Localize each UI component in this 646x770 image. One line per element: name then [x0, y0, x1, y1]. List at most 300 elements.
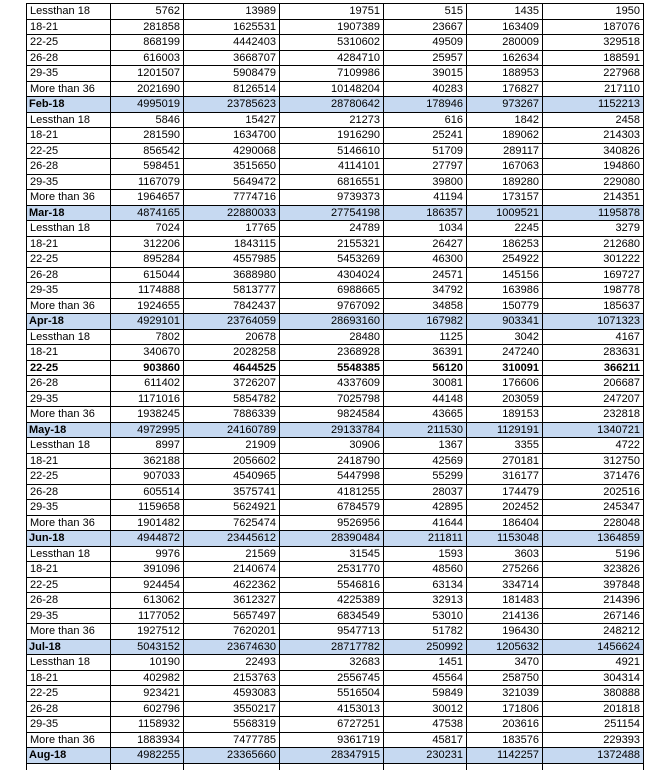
value-cell[interactable]: 615044 [111, 267, 184, 283]
value-cell[interactable]: 28480 [280, 329, 384, 345]
empty-cell[interactable] [184, 763, 280, 770]
value-cell[interactable]: 6834549 [280, 608, 384, 624]
value-cell[interactable]: 9976 [111, 546, 184, 562]
value-cell[interactable]: 43665 [384, 407, 467, 423]
empty-cell[interactable] [280, 763, 384, 770]
value-cell[interactable]: 4929101 [111, 314, 184, 330]
value-cell[interactable]: 21909 [184, 438, 280, 454]
value-cell[interactable]: 7477785 [184, 732, 280, 748]
row-label-cell[interactable]: 18-21 [27, 562, 111, 578]
value-cell[interactable]: 4972995 [111, 422, 184, 438]
value-cell[interactable]: 21569 [184, 546, 280, 562]
value-cell[interactable]: 186253 [467, 236, 543, 252]
value-cell[interactable]: 2368928 [280, 345, 384, 361]
value-cell[interactable]: 55299 [384, 469, 467, 485]
value-cell[interactable]: 202516 [543, 484, 644, 500]
value-cell[interactable]: 4622362 [184, 577, 280, 593]
value-cell[interactable]: 1924655 [111, 298, 184, 314]
value-cell[interactable]: 17765 [184, 221, 280, 237]
value-cell[interactable]: 59849 [384, 686, 467, 702]
value-cell[interactable]: 201818 [543, 701, 644, 717]
row-label-cell[interactable]: 18-21 [27, 19, 111, 35]
value-cell[interactable]: 51709 [384, 143, 467, 159]
value-cell[interactable]: 23674630 [184, 639, 280, 655]
value-cell[interactable]: 1916290 [280, 128, 384, 144]
value-cell[interactable]: 7802 [111, 329, 184, 345]
value-cell[interactable]: 1171016 [111, 391, 184, 407]
value-cell[interactable]: 32683 [280, 655, 384, 671]
value-cell[interactable]: 229080 [543, 174, 644, 190]
value-cell[interactable]: 30906 [280, 438, 384, 454]
value-cell[interactable]: 34858 [384, 298, 467, 314]
value-cell[interactable]: 611402 [111, 376, 184, 392]
value-cell[interactable]: 4181255 [280, 484, 384, 500]
value-cell[interactable]: 214351 [543, 190, 644, 206]
value-cell[interactable]: 28037 [384, 484, 467, 500]
value-cell[interactable]: 39015 [384, 66, 467, 82]
value-cell[interactable]: 30012 [384, 701, 467, 717]
value-cell[interactable]: 42895 [384, 500, 467, 516]
value-cell[interactable]: 380888 [543, 686, 644, 702]
row-label-cell[interactable]: More than 36 [27, 624, 111, 640]
value-cell[interactable]: 907033 [111, 469, 184, 485]
value-cell[interactable]: 187076 [543, 19, 644, 35]
value-cell[interactable]: 5548385 [280, 360, 384, 376]
value-cell[interactable]: 232818 [543, 407, 644, 423]
row-label-cell[interactable]: Lessthan 18 [27, 221, 111, 237]
value-cell[interactable]: 613062 [111, 593, 184, 609]
row-label-cell[interactable]: 18-21 [27, 236, 111, 252]
value-cell[interactable]: 5310602 [280, 35, 384, 51]
value-cell[interactable]: 340670 [111, 345, 184, 361]
value-cell[interactable]: 23764059 [184, 314, 280, 330]
row-label-cell[interactable]: 18-21 [27, 128, 111, 144]
value-cell[interactable]: 1367 [384, 438, 467, 454]
value-cell[interactable]: 227968 [543, 66, 644, 82]
value-cell[interactable]: 194860 [543, 159, 644, 175]
value-cell[interactable]: 46300 [384, 252, 467, 268]
value-cell[interactable]: 203616 [467, 717, 543, 733]
value-cell[interactable]: 289117 [467, 143, 543, 159]
value-cell[interactable]: 5657497 [184, 608, 280, 624]
row-label-cell[interactable]: 26-28 [27, 159, 111, 175]
value-cell[interactable]: 2021690 [111, 81, 184, 97]
value-cell[interactable]: 4722 [543, 438, 644, 454]
value-cell[interactable]: 323826 [543, 562, 644, 578]
value-cell[interactable]: 4167 [543, 329, 644, 345]
value-cell[interactable]: 321039 [467, 686, 543, 702]
value-cell[interactable]: 329518 [543, 35, 644, 51]
value-cell[interactable]: 270181 [467, 453, 543, 469]
value-cell[interactable]: 283631 [543, 345, 644, 361]
value-cell[interactable]: 7774716 [184, 190, 280, 206]
value-cell[interactable]: 34792 [384, 283, 467, 299]
value-cell[interactable]: 251154 [543, 717, 644, 733]
value-cell[interactable]: 923421 [111, 686, 184, 702]
value-cell[interactable]: 27797 [384, 159, 467, 175]
row-label-cell[interactable]: 26-28 [27, 484, 111, 500]
value-cell[interactable]: 28717782 [280, 639, 384, 655]
value-cell[interactable]: 5146610 [280, 143, 384, 159]
value-cell[interactable]: 21273 [280, 112, 384, 128]
value-cell[interactable]: 1372488 [543, 748, 644, 764]
value-cell[interactable]: 3668707 [184, 50, 280, 66]
value-cell[interactable]: 9361719 [280, 732, 384, 748]
value-cell[interactable]: 6727251 [280, 717, 384, 733]
row-label-cell[interactable]: More than 36 [27, 732, 111, 748]
row-label-cell[interactable]: 29-35 [27, 500, 111, 516]
value-cell[interactable]: 41194 [384, 190, 467, 206]
value-cell[interactable]: 616003 [111, 50, 184, 66]
value-cell[interactable]: 247240 [467, 345, 543, 361]
row-label-cell[interactable]: 22-25 [27, 469, 111, 485]
value-cell[interactable]: 1843115 [184, 236, 280, 252]
value-cell[interactable]: 598451 [111, 159, 184, 175]
value-cell[interactable]: 5649472 [184, 174, 280, 190]
value-cell[interactable]: 362188 [111, 453, 184, 469]
value-cell[interactable]: 1177052 [111, 608, 184, 624]
value-cell[interactable]: 5447998 [280, 469, 384, 485]
value-cell[interactable]: 1364859 [543, 531, 644, 547]
value-cell[interactable]: 56120 [384, 360, 467, 376]
value-cell[interactable]: 1901482 [111, 515, 184, 531]
value-cell[interactable]: 45564 [384, 670, 467, 686]
value-cell[interactable]: 36391 [384, 345, 467, 361]
value-cell[interactable]: 169727 [543, 267, 644, 283]
value-cell[interactable]: 402982 [111, 670, 184, 686]
value-cell[interactable]: 162634 [467, 50, 543, 66]
value-cell[interactable]: 10148204 [280, 81, 384, 97]
value-cell[interactable]: 212680 [543, 236, 644, 252]
value-cell[interactable]: 4540965 [184, 469, 280, 485]
value-cell[interactable]: 2056602 [184, 453, 280, 469]
value-cell[interactable]: 4921 [543, 655, 644, 671]
value-cell[interactable]: 1158932 [111, 717, 184, 733]
row-label-cell[interactable]: 18-21 [27, 345, 111, 361]
value-cell[interactable]: 9824584 [280, 407, 384, 423]
value-cell[interactable]: 310091 [467, 360, 543, 376]
value-cell[interactable]: 3279 [543, 221, 644, 237]
value-cell[interactable]: 1950 [543, 4, 644, 20]
value-cell[interactable]: 7025798 [280, 391, 384, 407]
row-label-cell[interactable]: Lessthan 18 [27, 546, 111, 562]
value-cell[interactable]: 5813777 [184, 283, 280, 299]
empty-cell[interactable] [111, 763, 184, 770]
empty-cell[interactable] [467, 763, 543, 770]
value-cell[interactable]: 4874165 [111, 205, 184, 221]
row-label-cell[interactable]: 29-35 [27, 283, 111, 299]
value-cell[interactable]: 2418790 [280, 453, 384, 469]
row-label-cell[interactable]: 22-25 [27, 252, 111, 268]
value-cell[interactable]: 267146 [543, 608, 644, 624]
value-cell[interactable]: 7842437 [184, 298, 280, 314]
value-cell[interactable]: 5196 [543, 546, 644, 562]
value-cell[interactable]: 163409 [467, 19, 543, 35]
value-cell[interactable]: 316177 [467, 469, 543, 485]
value-cell[interactable]: 25957 [384, 50, 467, 66]
value-cell[interactable]: 28780642 [280, 97, 384, 113]
value-cell[interactable]: 51782 [384, 624, 467, 640]
value-cell[interactable]: 29133784 [280, 422, 384, 438]
value-cell[interactable]: 214136 [467, 608, 543, 624]
value-cell[interactable]: 28390484 [280, 531, 384, 547]
row-label-cell[interactable]: Jul-18 [27, 639, 111, 655]
value-cell[interactable]: 1205632 [467, 639, 543, 655]
row-label-cell[interactable]: Lessthan 18 [27, 655, 111, 671]
row-label-cell[interactable]: More than 36 [27, 81, 111, 97]
row-label-cell[interactable]: 22-25 [27, 686, 111, 702]
value-cell[interactable]: 1201507 [111, 66, 184, 82]
value-cell[interactable]: 171806 [467, 701, 543, 717]
value-cell[interactable]: 23785623 [184, 97, 280, 113]
value-cell[interactable]: 1625531 [184, 19, 280, 35]
value-cell[interactable]: 5516504 [280, 686, 384, 702]
value-cell[interactable]: 44148 [384, 391, 467, 407]
value-cell[interactable]: 1593 [384, 546, 467, 562]
value-cell[interactable]: 40283 [384, 81, 467, 97]
empty-cell[interactable] [27, 763, 111, 770]
row-label-cell[interactable]: 26-28 [27, 701, 111, 717]
value-cell[interactable]: 30081 [384, 376, 467, 392]
value-cell[interactable]: 7886339 [184, 407, 280, 423]
value-cell[interactable]: 973267 [467, 97, 543, 113]
row-label-cell[interactable]: 29-35 [27, 717, 111, 733]
value-cell[interactable]: 5846 [111, 112, 184, 128]
row-label-cell[interactable]: More than 36 [27, 190, 111, 206]
value-cell[interactable]: 1174888 [111, 283, 184, 299]
value-cell[interactable]: 145156 [467, 267, 543, 283]
value-cell[interactable]: 5568319 [184, 717, 280, 733]
value-cell[interactable]: 23445612 [184, 531, 280, 547]
value-cell[interactable]: 189153 [467, 407, 543, 423]
value-cell[interactable]: 9547713 [280, 624, 384, 640]
value-cell[interactable]: 7620201 [184, 624, 280, 640]
value-cell[interactable]: 229393 [543, 732, 644, 748]
row-label-cell[interactable]: Mar-18 [27, 205, 111, 221]
value-cell[interactable]: 214396 [543, 593, 644, 609]
row-label-cell[interactable]: 29-35 [27, 391, 111, 407]
value-cell[interactable]: 15427 [184, 112, 280, 128]
value-cell[interactable]: 254922 [467, 252, 543, 268]
value-cell[interactable]: 31545 [280, 546, 384, 562]
row-label-cell[interactable]: Lessthan 18 [27, 112, 111, 128]
value-cell[interactable]: 281590 [111, 128, 184, 144]
value-cell[interactable]: 24160789 [184, 422, 280, 438]
value-cell[interactable]: 1634700 [184, 128, 280, 144]
value-cell[interactable]: 9739373 [280, 190, 384, 206]
value-cell[interactable]: 24571 [384, 267, 467, 283]
value-cell[interactable]: 4982255 [111, 748, 184, 764]
value-cell[interactable]: 1340721 [543, 422, 644, 438]
value-cell[interactable]: 217110 [543, 81, 644, 97]
value-cell[interactable]: 280009 [467, 35, 543, 51]
value-cell[interactable]: 203059 [467, 391, 543, 407]
value-cell[interactable]: 366211 [543, 360, 644, 376]
value-cell[interactable]: 856542 [111, 143, 184, 159]
row-label-cell[interactable]: 26-28 [27, 593, 111, 609]
row-label-cell[interactable]: 22-25 [27, 577, 111, 593]
value-cell[interactable]: 188591 [543, 50, 644, 66]
value-cell[interactable]: 22493 [184, 655, 280, 671]
value-cell[interactable]: 25241 [384, 128, 467, 144]
value-cell[interactable]: 1159658 [111, 500, 184, 516]
value-cell[interactable]: 5453269 [280, 252, 384, 268]
value-cell[interactable]: 340826 [543, 143, 644, 159]
value-cell[interactable]: 5854782 [184, 391, 280, 407]
value-cell[interactable]: 312750 [543, 453, 644, 469]
value-cell[interactable]: 198778 [543, 283, 644, 299]
value-cell[interactable]: 1456624 [543, 639, 644, 655]
row-label-cell[interactable]: Lessthan 18 [27, 4, 111, 20]
value-cell[interactable]: 22880033 [184, 205, 280, 221]
value-cell[interactable]: 391096 [111, 562, 184, 578]
value-cell[interactable]: 4114101 [280, 159, 384, 175]
value-cell[interactable]: 6988665 [280, 283, 384, 299]
value-cell[interactable]: 4304024 [280, 267, 384, 283]
value-cell[interactable]: 247207 [543, 391, 644, 407]
value-cell[interactable]: 27754198 [280, 205, 384, 221]
value-cell[interactable]: 1195878 [543, 205, 644, 221]
row-label-cell[interactable]: 22-25 [27, 35, 111, 51]
value-cell[interactable]: 188953 [467, 66, 543, 82]
row-label-cell[interactable]: 22-25 [27, 360, 111, 376]
value-cell[interactable]: 13989 [184, 4, 280, 20]
row-label-cell[interactable]: Jun-18 [27, 531, 111, 547]
value-cell[interactable]: 3726207 [184, 376, 280, 392]
value-cell[interactable]: 275266 [467, 562, 543, 578]
value-cell[interactable]: 1964657 [111, 190, 184, 206]
row-label-cell[interactable]: Lessthan 18 [27, 438, 111, 454]
value-cell[interactable]: 4290068 [184, 143, 280, 159]
value-cell[interactable]: 173157 [467, 190, 543, 206]
value-cell[interactable]: 163986 [467, 283, 543, 299]
value-cell[interactable]: 176827 [467, 81, 543, 97]
value-cell[interactable]: 202452 [467, 500, 543, 516]
row-label-cell[interactable]: Aug-18 [27, 748, 111, 764]
value-cell[interactable]: 181483 [467, 593, 543, 609]
value-cell[interactable]: 10190 [111, 655, 184, 671]
value-cell[interactable]: 7024 [111, 221, 184, 237]
value-cell[interactable]: 1009521 [467, 205, 543, 221]
value-cell[interactable]: 49509 [384, 35, 467, 51]
value-cell[interactable]: 4944872 [111, 531, 184, 547]
value-cell[interactable]: 5762 [111, 4, 184, 20]
value-cell[interactable]: 189062 [467, 128, 543, 144]
value-cell[interactable]: 2028258 [184, 345, 280, 361]
value-cell[interactable]: 47538 [384, 717, 467, 733]
value-cell[interactable]: 211530 [384, 422, 467, 438]
value-cell[interactable]: 174479 [467, 484, 543, 500]
value-cell[interactable]: 7109986 [280, 66, 384, 82]
value-cell[interactable]: 23365660 [184, 748, 280, 764]
value-cell[interactable]: 20678 [184, 329, 280, 345]
value-cell[interactable]: 1153048 [467, 531, 543, 547]
value-cell[interactable]: 1167079 [111, 174, 184, 190]
value-cell[interactable]: 178946 [384, 97, 467, 113]
value-cell[interactable]: 4644525 [184, 360, 280, 376]
value-cell[interactable]: 3575741 [184, 484, 280, 500]
value-cell[interactable]: 2458 [543, 112, 644, 128]
value-cell[interactable]: 281858 [111, 19, 184, 35]
value-cell[interactable]: 605514 [111, 484, 184, 500]
row-label-cell[interactable]: 26-28 [27, 50, 111, 66]
value-cell[interactable]: 3355 [467, 438, 543, 454]
value-cell[interactable]: 8997 [111, 438, 184, 454]
value-cell[interactable]: 602796 [111, 701, 184, 717]
value-cell[interactable]: 258750 [467, 670, 543, 686]
value-cell[interactable]: 1435 [467, 4, 543, 20]
value-cell[interactable]: 63134 [384, 577, 467, 593]
value-cell[interactable]: 3612327 [184, 593, 280, 609]
value-cell[interactable]: 176606 [467, 376, 543, 392]
value-cell[interactable]: 903341 [467, 314, 543, 330]
row-label-cell[interactable]: More than 36 [27, 407, 111, 423]
value-cell[interactable]: 42569 [384, 453, 467, 469]
value-cell[interactable]: 7625474 [184, 515, 280, 531]
value-cell[interactable]: 230231 [384, 748, 467, 764]
value-cell[interactable]: 1883934 [111, 732, 184, 748]
row-label-cell[interactable]: 29-35 [27, 66, 111, 82]
value-cell[interactable]: 1451 [384, 655, 467, 671]
value-cell[interactable]: 196430 [467, 624, 543, 640]
value-cell[interactable]: 2153763 [184, 670, 280, 686]
value-cell[interactable]: 39800 [384, 174, 467, 190]
row-label-cell[interactable]: 29-35 [27, 608, 111, 624]
value-cell[interactable]: 2245 [467, 221, 543, 237]
row-label-cell[interactable]: May-18 [27, 422, 111, 438]
value-cell[interactable]: 5043152 [111, 639, 184, 655]
value-cell[interactable]: 48560 [384, 562, 467, 578]
value-cell[interactable]: 5908479 [184, 66, 280, 82]
value-cell[interactable]: 304314 [543, 670, 644, 686]
value-cell[interactable]: 3470 [467, 655, 543, 671]
value-cell[interactable]: 4442403 [184, 35, 280, 51]
value-cell[interactable]: 41644 [384, 515, 467, 531]
value-cell[interactable]: 32913 [384, 593, 467, 609]
value-cell[interactable]: 3550217 [184, 701, 280, 717]
value-cell[interactable]: 167982 [384, 314, 467, 330]
value-cell[interactable]: 3515650 [184, 159, 280, 175]
value-cell[interactable]: 214303 [543, 128, 644, 144]
value-cell[interactable]: 1034 [384, 221, 467, 237]
value-cell[interactable]: 9526956 [280, 515, 384, 531]
value-cell[interactable]: 1071323 [543, 314, 644, 330]
value-cell[interactable]: 2140674 [184, 562, 280, 578]
row-label-cell[interactable]: 18-21 [27, 670, 111, 686]
value-cell[interactable]: 4153013 [280, 701, 384, 717]
row-label-cell[interactable]: Apr-18 [27, 314, 111, 330]
value-cell[interactable]: 4337609 [280, 376, 384, 392]
value-cell[interactable]: 185637 [543, 298, 644, 314]
row-label-cell[interactable]: 26-28 [27, 267, 111, 283]
value-cell[interactable]: 24789 [280, 221, 384, 237]
value-cell[interactable]: 19751 [280, 4, 384, 20]
value-cell[interactable]: 8126514 [184, 81, 280, 97]
row-label-cell[interactable]: 18-21 [27, 453, 111, 469]
value-cell[interactable]: 186404 [467, 515, 543, 531]
value-cell[interactable]: 23667 [384, 19, 467, 35]
row-label-cell[interactable]: 26-28 [27, 376, 111, 392]
value-cell[interactable]: 4995019 [111, 97, 184, 113]
value-cell[interactable]: 924454 [111, 577, 184, 593]
value-cell[interactable]: 211811 [384, 531, 467, 547]
value-cell[interactable]: 9767092 [280, 298, 384, 314]
value-cell[interactable]: 6816551 [280, 174, 384, 190]
value-cell[interactable]: 334714 [467, 577, 543, 593]
value-cell[interactable]: 4225389 [280, 593, 384, 609]
value-cell[interactable]: 150779 [467, 298, 543, 314]
value-cell[interactable]: 903860 [111, 360, 184, 376]
